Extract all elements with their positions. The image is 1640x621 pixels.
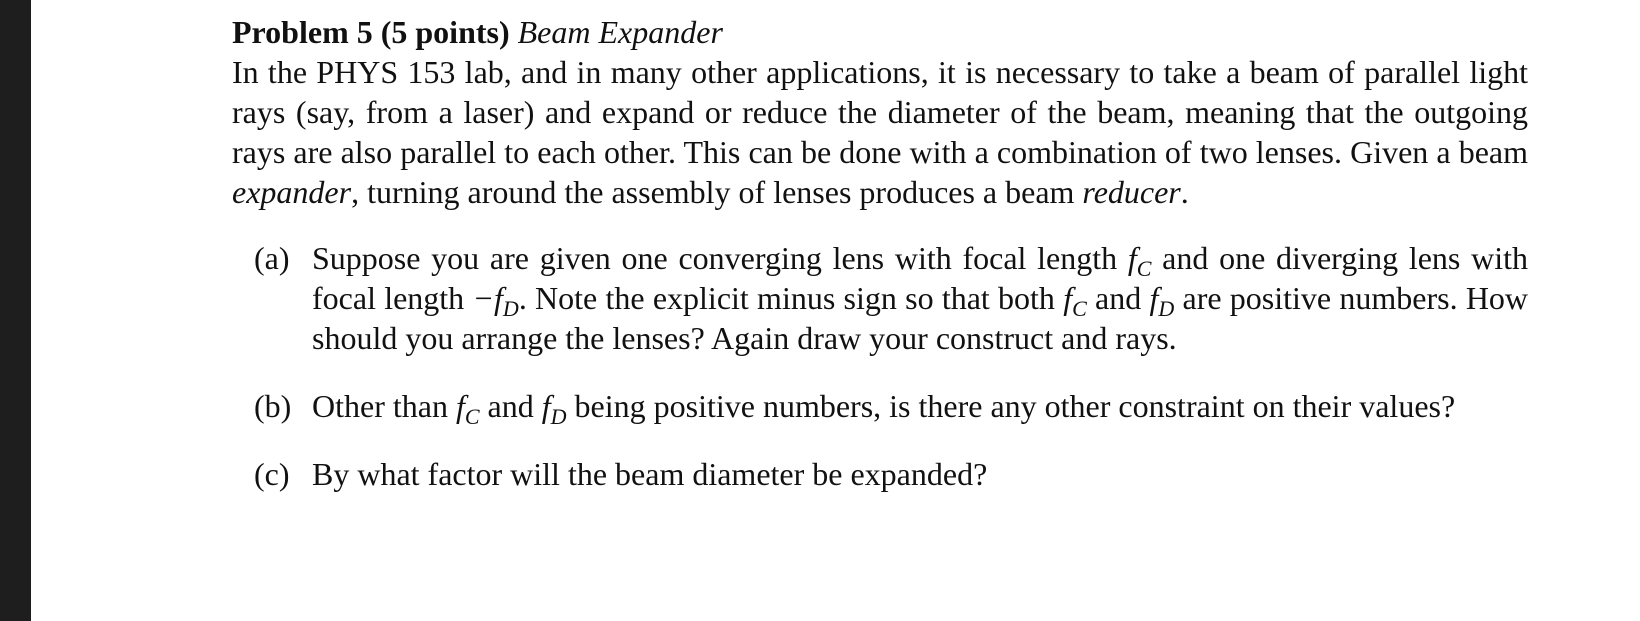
problem-page	[232, 12, 1528, 494]
intro-text: , turning around the assembly of lenses produces a beam	[351, 174, 1083, 210]
part-b-label: (b)	[254, 388, 292, 424]
part-c-text: By what factor will the beam diameter be expanded?	[312, 456, 988, 492]
part-a-text: and one diverging lens with focal length	[312, 240, 1529, 316]
intro-reducer-word: reducer	[1082, 174, 1181, 210]
part-a	[232, 238, 1528, 358]
math-f: f	[1063, 280, 1073, 316]
part-c	[232, 454, 1528, 494]
part-a-text: are positive numbers. How should you arrange the lenses? Again draw your construct and rays.	[312, 280, 1529, 356]
math-minus-fd	[472, 280, 519, 321]
part-b-text: and	[479, 388, 542, 424]
math-fc	[455, 388, 480, 429]
math-minus: −	[472, 280, 495, 316]
part-a-text: Suppose you are given one converging lens with focal length	[312, 240, 1128, 276]
problem-title: Problem 5 (5 points)	[232, 14, 510, 50]
intro-text: .	[1180, 174, 1189, 210]
math-f: f	[455, 388, 465, 424]
problem-intro	[232, 52, 1528, 212]
math-f: f	[541, 388, 551, 424]
math-subscript-d: D	[1158, 296, 1175, 321]
math-fc	[1063, 280, 1087, 321]
math-subscript-d: D	[550, 404, 567, 429]
math-subscript-c: C	[464, 404, 480, 429]
math-subscript-d: D	[502, 296, 519, 321]
math-f: f	[1127, 240, 1137, 276]
math-subscript-c: C	[1072, 296, 1087, 321]
math-fc	[1127, 240, 1152, 281]
part-a-text: . Note the explicit minus sign so that both	[518, 280, 1064, 316]
left-window-edge	[0, 0, 31, 621]
intro-text: In the PHYS 153 lab, and in many other applications, it is necessary to take a beam of parallel light rays (say, from a laser) and expand or reduce the diameter of the beam, meaning that the outgoing rays are also parallel to each other. This can be done with a combination of two lenses. Given a beam	[232, 54, 1528, 170]
math-fd	[1149, 280, 1175, 321]
part-b	[232, 386, 1528, 429]
math-f: f	[494, 280, 503, 316]
math-subscript-c: C	[1136, 256, 1152, 281]
problem-parts-list	[232, 238, 1528, 494]
part-b-text: Other than	[312, 388, 456, 424]
part-a-text: and	[1086, 280, 1150, 316]
intro-expander-word: expander	[232, 174, 352, 210]
part-a-label: (a)	[254, 240, 290, 276]
problem-heading	[232, 12, 1528, 52]
problem-subtitle: Beam Expander	[517, 14, 723, 50]
math-f: f	[1149, 280, 1159, 316]
part-b-text: being positive numbers, is there any other constraint on their values?	[566, 388, 1456, 424]
part-c-label: (c)	[254, 456, 290, 492]
math-fd	[541, 388, 567, 429]
